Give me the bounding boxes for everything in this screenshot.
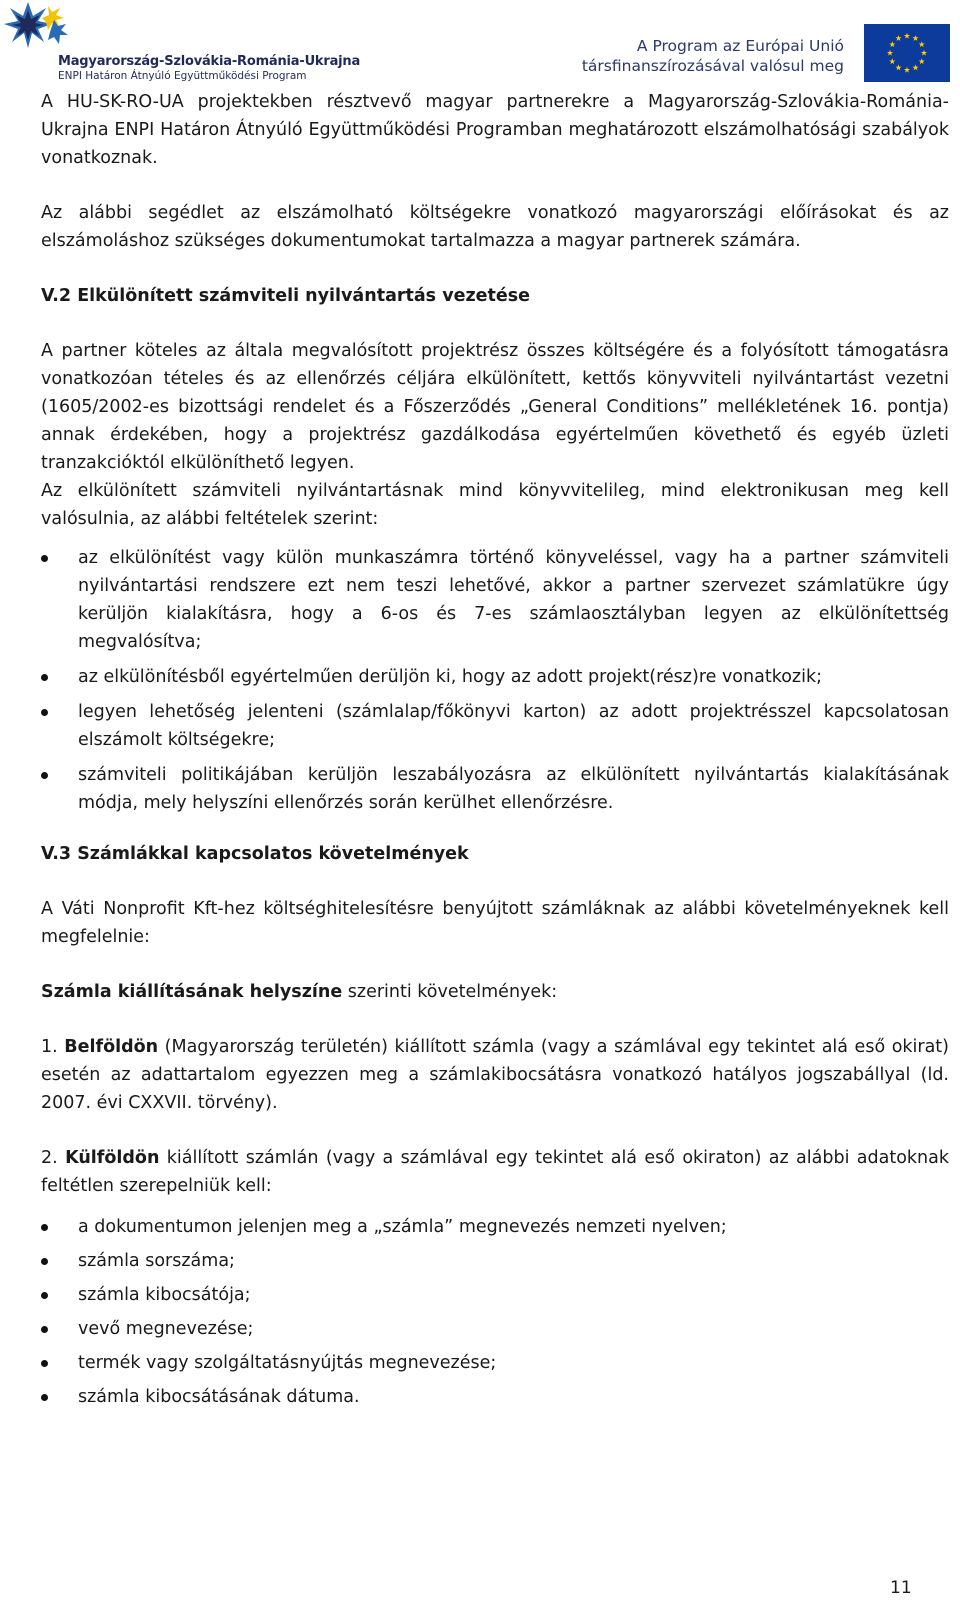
eu-text-line1: A Program az Európai Unió [636,37,844,55]
bullet-icon [41,1326,48,1333]
bullet-icon [41,772,48,779]
list-item: számla kibocsátója; [41,1281,949,1309]
list-item: az elkülönítést vagy külön munkaszámra történő könyveléssel, vagy ha a partner számviteli nyilvántartási rendszere ezt nem teszi lehetővé, akkor a partner szervezet számlatükre úgy kerüljön kialakításra, hogy a 6-os és 7-es számlaosztályban legyen az elkülönítettség megvalósítva; [41,544,949,656]
list-item: számviteli politikájában kerüljön leszabályozásra az elkülönített nyilvántartás kialakításának módja, mely helyszíni ellenőrzés során kerülhet ellenőrzésre. [41,761,949,817]
section-heading-v3: V.3 Számlákkal kapcsolatos követelmények [41,844,469,864]
bullet-icon [41,1292,48,1299]
domestic-item: 1. Belföldön (Magyarország területén) kiállított számla (vagy a számlával egy tekintet alá eső okirat) esetén az adattartalom egyezzen meg a számlakibocsátásra vonatkozó hatályos jogszabállyal (ld. 2007. évi CXXVII. törvény). [41,1037,949,1113]
section-heading-v2: V.2 Elkülönített számviteli nyilvántartás vezetése [41,286,531,306]
list-item: legyen lehetőség jelenteni (számlalap/főkönyvi karton) az adott projektrésszel kapcsolatosan elszámolt költségekre; [41,698,949,754]
page-number: 11 [890,1578,912,1598]
list-item: vevő megnevezése; [41,1315,949,1343]
bullet-icon [41,1394,48,1401]
foreign-invoice-list [41,1213,949,1411]
conditions-paragraph: Az elkülönített számviteli nyilvántartásnak mind könyvvitelileg, mind elektronikusan meg kell valósulnia, az alábbi feltételek szerint: [41,481,949,529]
bullet-icon [41,555,48,562]
list-item: számla kibocsátásának dátuma. [41,1383,949,1411]
list-item: a dokumentumon jelenjen meg a „számla” megnevezés nemzeti nyelven; [41,1213,949,1241]
list-item: számla sorszáma; [41,1247,949,1275]
bullet-icon [41,709,48,716]
obligation-paragraph: A partner köteles az általa megvalósított projektrész összes költségére és a folyósított támogatásra vonatkozóan tételes és az ellenőrzés céljára elkülönített, kettős könyvviteli nyilvántartást vezetni (1605/2002-es bizottsági rendelet és a Főszerződés „General Conditions” mellékletének 16. pontja) annak érdekében, hogy a projektrész gazdálkodása egyértelműen követhető és egyéb üzleti tranzakcióktól elkülöníthető legyen. [41,341,949,473]
eu-text-line2: társfinanszírozásával valósul meg [581,57,844,75]
list-item: termék vagy szolgáltatásnyújtás megnevezése; [41,1349,949,1377]
eu-cofinancing-text [582,36,844,76]
program-logo [4,2,361,86]
intro-paragraph: A HU-SK-RO-UA projektekben résztvevő magyar partnerekre a Magyarország-Szlovákia-Románia-Ukrajna ENPI Határon Átnyúló Együttműködési Programban meghatározott elszámolhatósági szabályok vonatkoznak. [41,92,949,168]
page-header [0,0,960,88]
program-name: Magyarország-Szlovákia-Románia-Ukrajna [58,54,361,69]
bullet-icon [41,674,48,681]
conditions-list [41,544,949,817]
program-subtitle: ENPI Határon Átnyúló Együttműködési Program [58,70,307,82]
guide-paragraph: Az alábbi segédlet az elszámolható költségekre vonatkozó magyarországi előírásokat és az elszámoláshoz szükséges dokumentumokat tartalmazza a magyar partnerek számára. [41,203,949,251]
issue-place-paragraph: Számla kiállításának helyszíne szerinti követelmények: [41,982,558,1002]
bullet-icon [41,1360,48,1367]
list-item: az elkülönítésből egyértelműen derüljön ki, hogy az adott projekt(rész)re vonatkozik; [41,663,949,691]
bullet-icon [41,1258,48,1265]
star-logo-icon [4,2,76,54]
invoice-requirements-paragraph: A Váti Nonprofit Kft-hez költséghitelesítésre benyújtott számláknak az alábbi követelményeknek kell megfelelnie: [41,899,949,947]
bullet-icon [41,1224,48,1231]
eu-flag-icon [864,24,950,82]
foreign-item: 2. Külföldön kiállított számlán (vagy a számlával egy tekintet alá eső okiraton) az alábbi adatoknak feltétlen szerepelniük kell: [41,1148,949,1196]
document-body [41,88,949,1417]
